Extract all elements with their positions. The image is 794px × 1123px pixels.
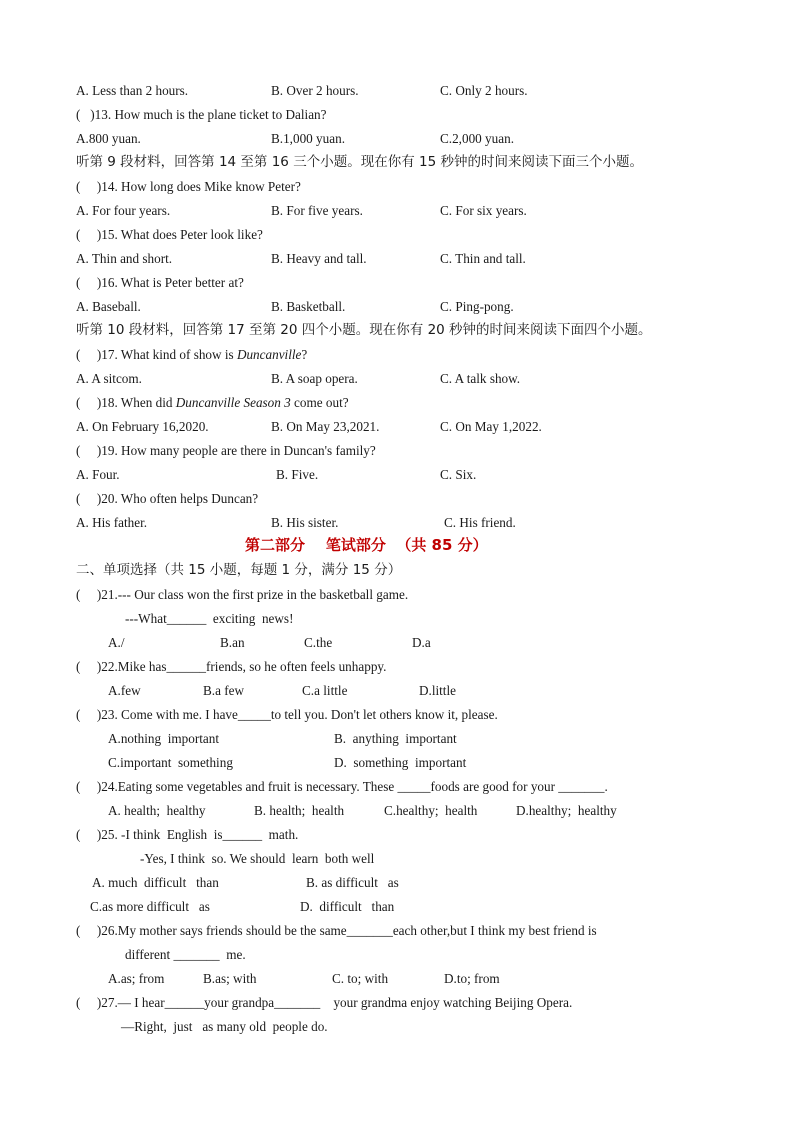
q13-option-b: B.1,000 yuan. [271,131,345,146]
q25-option-b: B. as difficult as [306,875,399,890]
q15-option-c: C. Thin and tall. [440,251,526,266]
q23-option-a: A.nothing important [108,731,219,746]
q22-option-c: C.a little [302,683,348,698]
q18-stem: ( )18. When did Duncanville Season 3 come out? [76,395,349,410]
q20-option-c: C. His friend. [444,515,516,530]
q20-option-b: B. His sister. [271,515,339,530]
q18-option-a: A. On February 16,2020. [76,419,209,434]
q19-stem: ( )19. How many people are there in Duncan's family? [76,443,376,458]
q16-stem: ( )16. What is Peter better at? [76,275,244,290]
q12-option-c: C. Only 2 hours. [440,83,528,98]
q13-option-a: A.800 yuan. [76,131,141,146]
q27-stem: ( )27.— I hear______your grandpa_______ your grandma enjoy watching Beijing Opera. [76,995,573,1010]
q16-option-c: C. Ping-pong. [440,299,514,314]
part-2-title: 第二部分 笔试部分 （共 85 分） [245,536,488,554]
q23-option-b: B. anything important [334,731,457,746]
q23-option-d: D. something important [334,755,467,770]
q19-option-c: C. Six. [440,467,477,482]
q21-line2: ---What______ exciting news! [125,611,294,626]
q23-stem: ( )23. Come with me. I have_____to tell you. Don't let others know it, please. [76,707,498,722]
q25-option-d: D. difficult than [300,899,395,914]
q25-option-c: C.as more difficult as [90,899,210,914]
q25-line2: -Yes, I think so. We should learn both well [140,851,375,866]
q22-option-d: D.little [419,683,456,698]
q26-option-a: A.as; from [108,971,165,986]
q24-option-c: C.healthy; health [384,803,478,818]
q16-option-a: A. Baseball. [76,299,141,314]
q26-stem: ( )26.My mother says friends should be the same_______each other,but I think my best friend is [76,923,597,938]
q12-option-b: B. Over 2 hours. [271,83,359,98]
q20-option-a: A. His father. [76,515,148,530]
q26-option-c: C. to; with [332,971,389,986]
q21-option-a: A./ [108,635,125,650]
q18-option-b: B. On May 23,2021. [271,419,380,434]
q27-line2: —Right, just as many old people do. [121,1019,328,1034]
section-9-instruction: 听第 9 段材料，回答第 14 至第 16 三个小题。现在你有 15 秒钟的时间来阅读下面三个小题。 [76,154,643,170]
q24-option-a: A. health; healthy [108,803,206,818]
q26-option-b: B.as; with [203,971,257,986]
q17-option-b: B. A soap opera. [271,371,358,386]
q26-line2: different _______ me. [125,947,246,962]
section-10-instruction: 听第 10 段材料，回答第 17 至第 20 四个小题。现在你有 20 秒钟的时间来阅读下面四个小题。 [76,322,652,338]
q21-option-c: C.the [304,635,333,650]
q13-stem: ( )13. How much is the plane ticket to Dalian? [76,107,327,122]
q19-option-b: B. Five. [276,467,319,482]
q15-option-b: B. Heavy and tall. [271,251,367,266]
q25-option-a: A. much difficult than [92,875,219,890]
q22-option-a: A.few [108,683,141,698]
q17-option-c: C. A talk show. [440,371,521,386]
q20-stem: ( )20. Who often helps Duncan? [76,491,259,506]
q16-option-b: B. Basketball. [271,299,346,314]
q17-option-a: A. A sitcom. [76,371,142,386]
q14-option-c: C. For six years. [440,203,527,218]
q12-option-a: A. Less than 2 hours. [76,83,189,98]
q24-option-b: B. health; health [254,803,345,818]
q21-option-b: B.an [220,635,245,650]
q15-stem: ( )15. What does Peter look like? [76,227,263,242]
q24-stem: ( )24.Eating some vegetables and fruit is necessary. These _____foods are good for your _______. [76,779,608,794]
q15-option-a: A. Thin and short. [76,251,173,266]
q14-stem: ( )14. How long does Mike know Peter? [76,179,301,194]
q13-option-c: C.2,000 yuan. [440,131,514,146]
q21-option-d: D.a [412,635,431,650]
q24-option-d: D.healthy; healthy [516,803,617,818]
q19-option-a: A. Four. [76,467,120,482]
q17-stem: ( )17. What kind of show is Duncanville? [76,347,308,362]
q22-stem: ( )22.Mike has______friends, so he often feels unhappy. [76,659,387,674]
section-2-heading: 二、单项选择（共 15 小题，每题 1 分，满分 15 分） [76,562,402,578]
q21-stem: ( )21.--- Our class won the first prize in the basketball game. [76,587,409,602]
q14-option-b: B. For five years. [271,203,363,218]
q23-option-c: C.important something [108,755,233,770]
q26-option-d: D.to; from [444,971,500,986]
q14-option-a: A. For four years. [76,203,171,218]
q25-stem: ( )25. -I think English is______ math. [76,827,299,842]
q18-option-c: C. On May 1,2022. [440,419,542,434]
q22-option-b: B.a few [203,683,245,698]
